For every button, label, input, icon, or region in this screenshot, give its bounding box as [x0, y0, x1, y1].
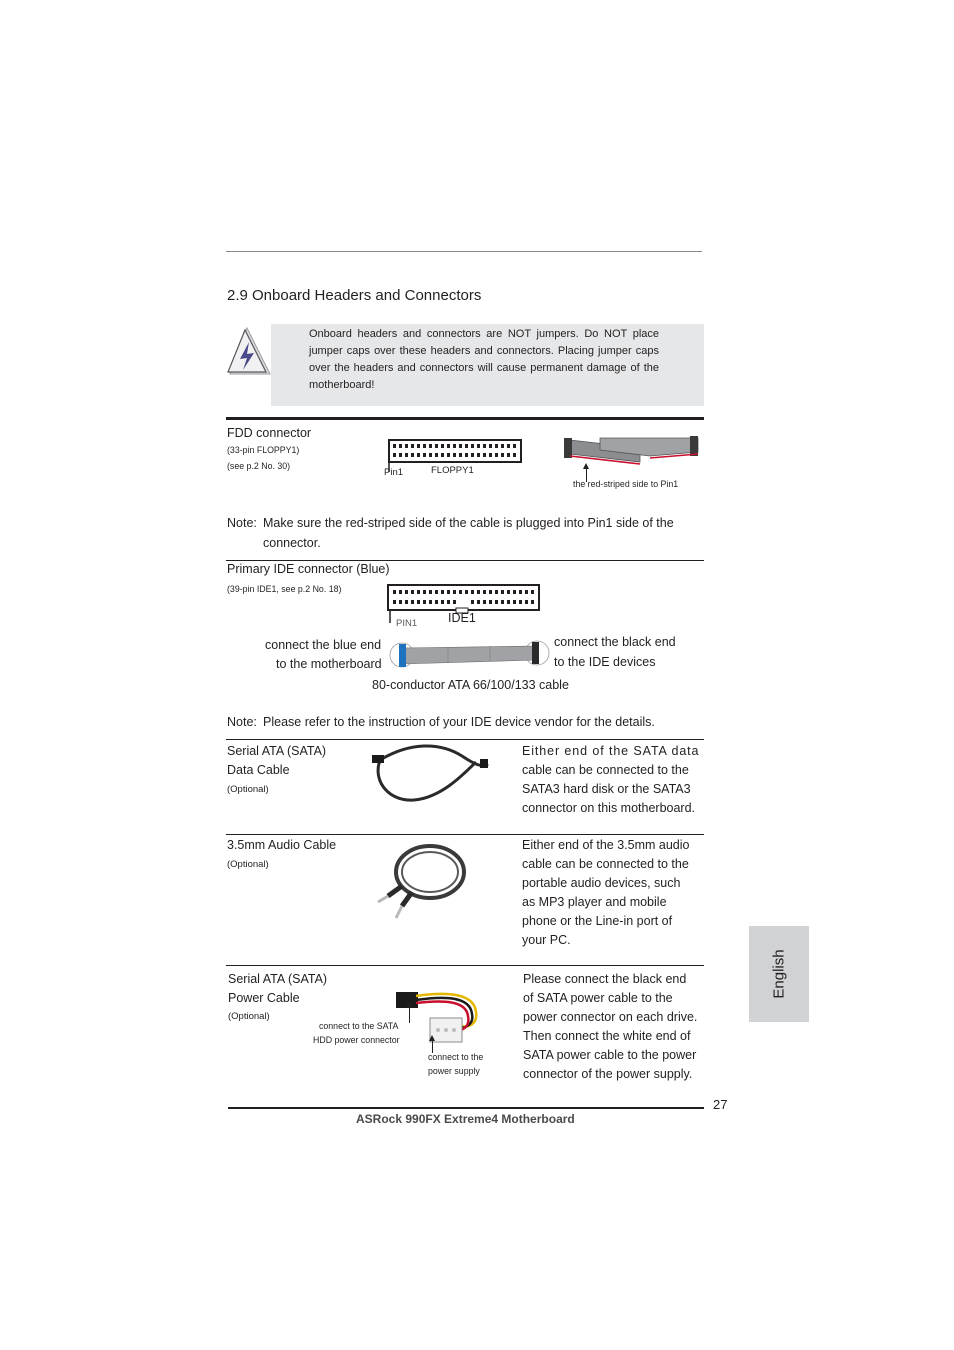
footer-product: ASRock 990FX Extreme4 Motherboard [356, 1112, 575, 1126]
audio-desc-line: portable audio devices, such [522, 876, 681, 890]
sata-data-desc-line: connector on this motherboard. [522, 801, 696, 815]
top-rule [226, 251, 702, 252]
sata-data-desc-line: SATA3 hard disk or the SATA3 [522, 782, 691, 796]
sata-power-desc-line: connector of the power supply. [523, 1067, 693, 1081]
ide-title: Primary IDE connector (Blue) [227, 562, 390, 576]
warning-text [309, 326, 659, 394]
sata-power-title-line1: Serial ATA (SATA) [228, 972, 328, 986]
sata-data-optional: (Optional) [227, 784, 269, 795]
section-rule [226, 417, 704, 420]
warning-icon [226, 326, 272, 376]
footer-rule [228, 1107, 704, 1109]
sata-power-desc-line: of SATA power cable to the [523, 991, 673, 1005]
warning-line: over the headers and connectors will cause permanent damage of the [309, 362, 659, 374]
audio-desc [522, 836, 704, 950]
sata-hdd-arrowhead [406, 1001, 412, 1007]
sata-data-title-line1: Serial ATA (SATA) [227, 744, 327, 758]
language-tab-label: English [770, 949, 788, 999]
ide-header-label: IDE1 [448, 611, 476, 625]
fdd-pin-count: (33-pin FLOPPY1) [227, 445, 300, 455]
fdd-note-line1: Make sure the red-striped side of the cable is plugged into Pin1 side of the [263, 516, 674, 530]
sata-power-desc-line: Then connect the white end of [523, 1029, 691, 1043]
warning-line: motherboard! [309, 379, 375, 391]
section-title: 2.9 Onboard Headers and Connectors [227, 287, 482, 304]
ide-blue-end-line2: to the motherboard [276, 657, 382, 671]
ide-note-label: Note: [227, 715, 257, 729]
sata-psu-caption-line1: connect to the [428, 1052, 484, 1062]
ide-pin1-label: PIN1 [396, 618, 418, 629]
audio-desc-line: as MP3 player and mobile [522, 895, 667, 909]
audio-desc-line: phone or the Line-in port of [522, 914, 673, 928]
floppy-cable-arrowhead [583, 463, 589, 469]
fdd-note-line2: connector. [263, 536, 321, 550]
sata-data-desc-line: cable can be connected to the [522, 763, 689, 777]
sata-psu-caption-line2: power supply [428, 1066, 480, 1076]
fdd-note-label: Note: [227, 516, 257, 530]
sata-psu-arrowhead [429, 1035, 435, 1041]
fdd-title: FDD connector [227, 426, 312, 440]
sata-power-desc-line: SATA power cable to the power [523, 1048, 697, 1062]
audio-cable-image [372, 840, 472, 922]
audio-desc-line: Either end of the 3.5mm audio [522, 838, 690, 852]
ide-black-end-line2: to the IDE devices [554, 655, 656, 669]
sata-data-desc [522, 742, 704, 818]
floppy-header-label: FLOPPY1 [431, 465, 474, 476]
audio-desc-line: cable can be connected to the [522, 857, 689, 871]
ide-note-text: Please refer to the instruction of your IDE device vendor for the details. [263, 715, 655, 729]
fdd-reference: (see p.2 No. 30) [227, 461, 291, 471]
audio-title: 3.5mm Audio Cable [227, 838, 337, 852]
divider [226, 739, 704, 740]
sata-power-cable-image [394, 982, 486, 1048]
sata-hdd-caption-line2: HDD power connector [313, 1035, 400, 1045]
sata-data-desc-line: Either end of the SATA data [522, 744, 700, 758]
sata-power-desc [523, 970, 705, 1084]
ide-cable-image [388, 638, 552, 672]
ide-black-end-line1: connect the black end [554, 635, 676, 649]
ide-blue-end-line1: connect the blue end [265, 638, 382, 652]
sata-power-desc-line: power connector on each drive. [523, 1010, 698, 1024]
ide-cable-caption: 80-conductor ATA 66/100/133 cable [372, 678, 569, 692]
sata-data-title-line2: Data Cable [227, 763, 290, 777]
sata-hdd-caption-line1: connect to the SATA [319, 1021, 399, 1031]
sata-power-title-line2: Power Cable [228, 991, 300, 1005]
sata-data-cable-image [370, 742, 500, 804]
audio-optional: (Optional) [227, 859, 269, 870]
warning-line: Onboard headers and connectors are NOT jumpers. Do NOT place [309, 328, 659, 340]
ide-pin-count: (39-pin IDE1, see p.2 No. 18) [227, 584, 342, 594]
warning-line: jumper caps over these headers and connectors. Placing jumper caps [309, 345, 659, 357]
divider [226, 834, 704, 835]
divider [226, 965, 704, 966]
language-tab [749, 926, 809, 1022]
audio-desc-line: your PC. [522, 933, 571, 947]
floppy-cable-image [560, 432, 702, 472]
sata-power-desc-line: Please connect the black end [523, 972, 687, 986]
page-number: 27 [713, 1097, 728, 1112]
sata-power-optional: (Optional) [228, 1011, 270, 1022]
floppy-cable-caption: the red-striped side to Pin1 [573, 479, 679, 489]
floppy-pin1-label: Pin1 [384, 467, 404, 478]
